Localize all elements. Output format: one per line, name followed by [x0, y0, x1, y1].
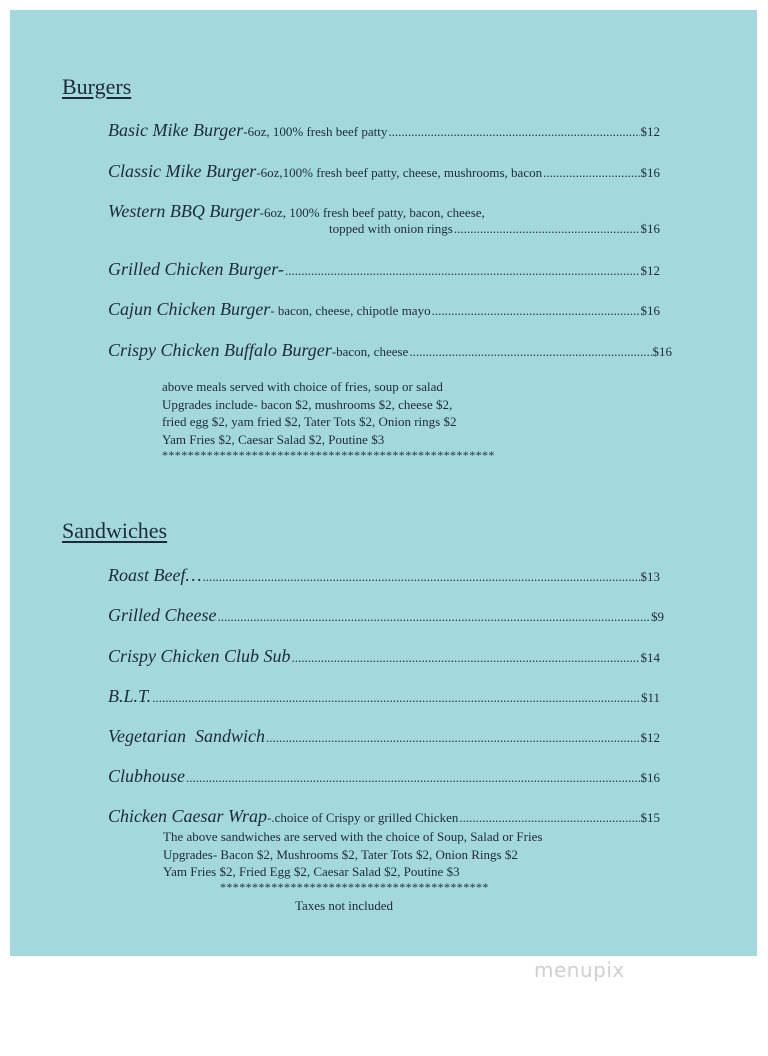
- burgers-heading: Burgers: [62, 74, 132, 99]
- note-line: Yam Fries $2, Caesar Salad $2, Poutine $3: [162, 431, 385, 447]
- note-line: above meals served with choice of fries, soup or salad: [162, 379, 443, 394]
- item-desc: - bacon, cheese, chipotle mayo: [270, 303, 431, 318]
- leader-dots: [285, 263, 640, 279]
- note-line: Yam Fries $2, Fried Egg $2, Caesar Salad $2, Poutine $3: [163, 864, 460, 879]
- item-name: Grilled Cheese: [108, 605, 217, 625]
- menu-item-western-bbq-burger: [108, 201, 660, 222]
- menupix-watermark: menupix: [534, 958, 625, 982]
- leader-dots: [388, 124, 639, 140]
- item-name: B.L.T.: [108, 686, 152, 706]
- leader-dots: [432, 303, 640, 319]
- item-price: $12: [640, 263, 660, 278]
- sandwiches-heading: Sandwiches: [62, 518, 168, 543]
- menu-item-crispy-chicken-club-sub: [108, 646, 660, 667]
- leader-dots: [202, 569, 639, 585]
- item-price: $16: [652, 344, 672, 359]
- item-price: $13: [640, 569, 660, 584]
- note-line: Upgrades include- bacon $2, mushrooms $2, cheese $2,: [162, 396, 453, 412]
- leader-dots: [217, 609, 650, 625]
- item-price: $9: [651, 609, 664, 624]
- item-name: Crispy Chicken Club Sub: [108, 646, 291, 666]
- item-price: $14: [640, 650, 660, 665]
- item-price: $16: [640, 303, 660, 318]
- item-price: $16: [640, 221, 660, 236]
- note-line: fried egg $2, yam fried $2, Tater Tots $2, Onion rings $2: [162, 414, 457, 429]
- item-desc: -bacon, cheese: [331, 344, 409, 359]
- item-name: Western BBQ Burger: [108, 201, 260, 221]
- leader-dots: [409, 344, 651, 360]
- burgers-notes: [162, 378, 456, 448]
- item-price: $16: [640, 770, 660, 785]
- menu-item-chicken-caesar-wrap: [108, 806, 660, 827]
- sandwiches-divider-stars: ******************************************: [220, 880, 489, 894]
- item-price: $16: [640, 165, 660, 180]
- item-name: Crispy Chicken Buffalo Burger: [108, 340, 332, 360]
- item-name: Vegetarian Sandwich: [108, 726, 265, 746]
- burgers-divider-stars: ****************************************************: [162, 448, 495, 462]
- sandwiches-notes: [163, 828, 542, 881]
- leader-dots: [292, 650, 640, 666]
- item-name: Basic Mike Burger: [108, 120, 244, 140]
- leader-dots: [152, 690, 640, 706]
- item-desc: -6oz, 100% fresh beef patty, bacon, cheese,: [259, 205, 485, 220]
- item-name: Chicken Caesar Wrap: [108, 806, 267, 826]
- leader-dots: [543, 165, 639, 181]
- menu-item-vegetarian-sandwich: [108, 726, 660, 747]
- item-desc: -6oz, 100% fresh beef patty: [243, 124, 388, 139]
- leader-dots: [454, 221, 640, 237]
- menu-item-grilled-cheese: [108, 605, 664, 626]
- item-name: Roast Beef…: [108, 565, 202, 585]
- item-name: Clubhouse: [108, 766, 186, 786]
- menu-item-grilled-chicken-burger: [108, 259, 660, 280]
- menu-item-western-bbq-burger-line2: [108, 221, 660, 237]
- taxes-note: Taxes not included: [295, 898, 394, 913]
- item-desc-continued: topped with onion rings: [329, 221, 453, 236]
- leader-dots: [459, 810, 639, 826]
- item-desc: -.choice of Crispy or grilled Chicken: [267, 810, 459, 825]
- item-desc: -6oz,100% fresh beef patty, cheese, mushrooms, bacon: [256, 165, 543, 180]
- leader-dots: [266, 730, 640, 746]
- menu-item-basic-mike-burger: [108, 120, 660, 141]
- item-name: Grilled Chicken Burger-: [108, 259, 284, 279]
- item-price: $11: [640, 690, 660, 705]
- menu-item-clubhouse: [108, 766, 660, 787]
- leader-dots: [186, 770, 639, 786]
- note-line: Upgrades- Bacon $2, Mushrooms $2, Tater Tots $2, Onion Rings $2: [163, 846, 518, 862]
- item-price: $15: [640, 810, 660, 825]
- menu-item-blt: [108, 686, 660, 707]
- note-line: The above sandwiches are served with the choice of Soup, Salad or Fries: [163, 829, 543, 844]
- menu-item-crispy-chicken-buffalo-burger: [108, 340, 672, 361]
- menu-item-classic-mike-burger: [108, 161, 660, 182]
- menu-item-roast-beef: [108, 565, 660, 586]
- item-price: $12: [640, 124, 660, 139]
- item-name: Cajun Chicken Burger: [108, 299, 271, 319]
- item-price: $12: [640, 730, 660, 745]
- menu-item-cajun-chicken-burger: [108, 299, 660, 320]
- item-name: Classic Mike Burger: [108, 161, 257, 181]
